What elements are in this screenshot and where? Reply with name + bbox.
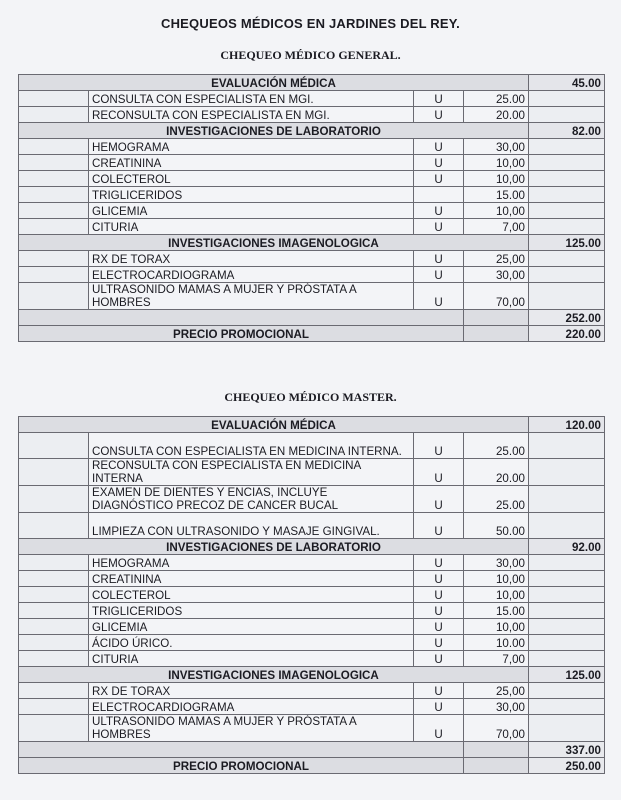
item-unit: U xyxy=(414,619,464,635)
blank-cell xyxy=(19,433,89,459)
promo-row xyxy=(19,326,605,342)
group-name: INVESTIGACIONES DE LABORATORIO xyxy=(19,123,529,139)
item-description: TRIGLICERIDOS xyxy=(89,603,414,619)
blank-cell xyxy=(19,171,89,187)
item-price: 25,00 xyxy=(464,683,529,699)
item-unit: U xyxy=(414,486,464,513)
item-description: CONSULTA CON ESPECIALISTA EN MGI. xyxy=(89,91,414,107)
group-header-row xyxy=(19,667,605,683)
price-table-general xyxy=(18,74,605,342)
table-row xyxy=(19,699,605,715)
blank-cell xyxy=(19,283,89,310)
item-price: 50.00 xyxy=(464,513,529,539)
item-price: 30,00 xyxy=(464,555,529,571)
table-row xyxy=(19,107,605,123)
item-unit: U xyxy=(414,683,464,699)
promo-label: PRECIO PROMOCIONAL xyxy=(19,758,464,774)
item-description: ULTRASONIDO MAMAS A MUJER Y PRÓSTATA A HOMBRES xyxy=(89,283,414,310)
blank-cell xyxy=(529,513,605,539)
table-row xyxy=(19,187,605,203)
blank-cell xyxy=(529,187,605,203)
blank-cell xyxy=(19,107,89,123)
item-description: COLECTEROL xyxy=(89,171,414,187)
item-unit: U xyxy=(414,219,464,235)
item-description: GLICEMIA xyxy=(89,203,414,219)
table-row xyxy=(19,715,605,742)
item-unit: U xyxy=(414,267,464,283)
item-price: 20.00 xyxy=(464,107,529,123)
item-description: ELECTROCARDIOGRAMA xyxy=(89,267,414,283)
group-name: INVESTIGACIONES DE LABORATORIO xyxy=(19,539,529,555)
item-description: EXAMEN DE DIENTES Y ENCIAS, INCLUYE DIAGNÓSTICO PRECOZ DE CANCER BUCAL xyxy=(89,486,414,513)
item-unit: U xyxy=(414,635,464,651)
blank-cell xyxy=(19,619,89,635)
item-price: 7,00 xyxy=(464,651,529,667)
blank-cell xyxy=(464,310,529,326)
blank-cell xyxy=(464,326,529,342)
item-unit: U xyxy=(414,571,464,587)
blank-cell xyxy=(19,310,464,326)
item-price: 25.00 xyxy=(464,91,529,107)
price-table-master xyxy=(18,416,605,774)
table-row xyxy=(19,251,605,267)
group-name: INVESTIGACIONES IMAGENOLOGICA xyxy=(19,235,529,251)
blank-cell xyxy=(529,715,605,742)
item-unit: U xyxy=(414,91,464,107)
blank-cell xyxy=(529,107,605,123)
blank-cell xyxy=(19,635,89,651)
item-description: CREATININA xyxy=(89,155,414,171)
blank-cell xyxy=(529,139,605,155)
blank-cell xyxy=(529,683,605,699)
section-title-master: CHEQUEO MÉDICO MASTER. xyxy=(224,390,397,404)
item-unit: U xyxy=(414,459,464,486)
blank-cell xyxy=(529,571,605,587)
table-row xyxy=(19,486,605,513)
item-price: 25.00 xyxy=(464,486,529,513)
item-price: 10,00 xyxy=(464,155,529,171)
table-row xyxy=(19,139,605,155)
group-name: EVALUACIÓN MÉDICA xyxy=(19,417,529,433)
table-row xyxy=(19,555,605,571)
item-unit: U xyxy=(414,651,464,667)
total-row xyxy=(19,310,605,326)
blank-cell xyxy=(529,155,605,171)
blank-cell xyxy=(19,486,89,513)
section-title-general: CHEQUEO MÉDICO GENERAL. xyxy=(220,48,401,62)
blank-cell xyxy=(19,699,89,715)
table-row xyxy=(19,203,605,219)
blank-cell xyxy=(19,155,89,171)
table-row xyxy=(19,651,605,667)
blank-cell xyxy=(19,459,89,486)
item-price: 20.00 xyxy=(464,459,529,486)
blank-cell xyxy=(529,251,605,267)
item-price: 10,00 xyxy=(464,171,529,187)
item-unit: U xyxy=(414,715,464,742)
blank-cell xyxy=(529,283,605,310)
item-price: 10,00 xyxy=(464,619,529,635)
promo-price: 220.00 xyxy=(529,326,605,342)
blank-cell xyxy=(19,251,89,267)
table-row xyxy=(19,267,605,283)
blank-cell xyxy=(19,651,89,667)
total-value: 252.00 xyxy=(529,310,605,326)
item-description: ULTRASONIDO MAMAS A MUJER Y PRÓSTATA A HOMBRES xyxy=(89,715,414,742)
blank-cell xyxy=(529,603,605,619)
blank-cell xyxy=(19,683,89,699)
item-unit: U xyxy=(414,139,464,155)
table-row xyxy=(19,91,605,107)
blank-cell xyxy=(529,171,605,187)
item-unit: U xyxy=(414,433,464,459)
item-unit: U xyxy=(414,587,464,603)
total-value: 337.00 xyxy=(529,742,605,758)
promo-row xyxy=(19,758,605,774)
item-price: 30,00 xyxy=(464,139,529,155)
blank-cell xyxy=(529,619,605,635)
blank-cell xyxy=(529,486,605,513)
item-price: 15.00 xyxy=(464,603,529,619)
group-header-row xyxy=(19,539,605,555)
item-price: 30,00 xyxy=(464,699,529,715)
table-row xyxy=(19,587,605,603)
item-description: GLICEMIA xyxy=(89,619,414,635)
blank-cell xyxy=(19,187,89,203)
table-row xyxy=(19,683,605,699)
item-unit: U xyxy=(414,555,464,571)
group-subtotal: 120.00 xyxy=(529,417,605,433)
blank-cell xyxy=(529,219,605,235)
item-unit: U xyxy=(414,283,464,310)
item-description: RECONSULTA CON ESPECIALISTA EN MGI. xyxy=(89,107,414,123)
group-subtotal: 125.00 xyxy=(529,235,605,251)
blank-cell xyxy=(19,742,464,758)
blank-cell xyxy=(464,758,529,774)
blank-cell xyxy=(529,555,605,571)
table-row xyxy=(19,603,605,619)
blank-cell xyxy=(529,651,605,667)
table-row xyxy=(19,155,605,171)
item-unit: U xyxy=(414,603,464,619)
item-description: COLECTEROL xyxy=(89,587,414,603)
blank-cell xyxy=(529,267,605,283)
item-unit xyxy=(414,187,464,203)
table-row xyxy=(19,459,605,486)
item-description: CITURIA xyxy=(89,651,414,667)
group-subtotal: 125.00 xyxy=(529,667,605,683)
group-header-row xyxy=(19,75,605,91)
blank-cell xyxy=(529,459,605,486)
blank-cell xyxy=(529,635,605,651)
item-unit: U xyxy=(414,251,464,267)
item-unit: U xyxy=(414,107,464,123)
table-row xyxy=(19,433,605,459)
group-header-row xyxy=(19,235,605,251)
item-description: HEMOGRAMA xyxy=(89,139,414,155)
group-name: INVESTIGACIONES IMAGENOLOGICA xyxy=(19,667,529,683)
blank-cell xyxy=(464,742,529,758)
blank-cell xyxy=(19,203,89,219)
document-title: CHEQUEOS MÉDICOS EN JARDINES DEL REY. xyxy=(161,16,460,31)
item-price: 7,00 xyxy=(464,219,529,235)
item-price: 10.00 xyxy=(464,635,529,651)
table-row xyxy=(19,283,605,310)
item-description: ELECTROCARDIOGRAMA xyxy=(89,699,414,715)
item-unit: U xyxy=(414,155,464,171)
item-price: 15.00 xyxy=(464,187,529,203)
item-description: HEMOGRAMA xyxy=(89,555,414,571)
blank-cell xyxy=(19,513,89,539)
blank-cell xyxy=(529,587,605,603)
blank-cell xyxy=(19,587,89,603)
table-row xyxy=(19,219,605,235)
item-unit: U xyxy=(414,513,464,539)
item-price: 25.00 xyxy=(464,433,529,459)
item-price: 10,00 xyxy=(464,587,529,603)
item-description: LIMPIEZA CON ULTRASONIDO Y MASAJE GINGIVAL. xyxy=(89,513,414,539)
item-price: 70,00 xyxy=(464,283,529,310)
table-row xyxy=(19,171,605,187)
blank-cell xyxy=(529,433,605,459)
blank-cell xyxy=(529,203,605,219)
table-row xyxy=(19,571,605,587)
blank-cell xyxy=(19,219,89,235)
group-header-row xyxy=(19,417,605,433)
blank-cell xyxy=(529,699,605,715)
item-price: 25,00 xyxy=(464,251,529,267)
group-subtotal: 92.00 xyxy=(529,539,605,555)
group-name: EVALUACIÓN MÉDICA xyxy=(19,75,529,91)
table-row xyxy=(19,635,605,651)
item-unit: U xyxy=(414,699,464,715)
item-price: 70,00 xyxy=(464,715,529,742)
blank-cell xyxy=(19,555,89,571)
table-row xyxy=(19,619,605,635)
blank-cell xyxy=(19,139,89,155)
item-description: CONSULTA CON ESPECIALISTA EN MEDICINA INTERNA. xyxy=(89,433,414,459)
blank-cell xyxy=(19,571,89,587)
item-description: RX DE TORAX xyxy=(89,683,414,699)
promo-label: PRECIO PROMOCIONAL xyxy=(19,326,464,342)
group-subtotal: 82.00 xyxy=(529,123,605,139)
item-description: TRIGLICERIDOS xyxy=(89,187,414,203)
item-description: RX DE TORAX xyxy=(89,251,414,267)
blank-cell xyxy=(19,715,89,742)
group-subtotal: 45.00 xyxy=(529,75,605,91)
total-row xyxy=(19,742,605,758)
promo-price: 250.00 xyxy=(529,758,605,774)
item-price: 30,00 xyxy=(464,267,529,283)
item-description: CREATININA xyxy=(89,571,414,587)
item-description: ÁCIDO ÚRICO. xyxy=(89,635,414,651)
item-price: 10,00 xyxy=(464,571,529,587)
table-row xyxy=(19,513,605,539)
item-price: 10,00 xyxy=(464,203,529,219)
item-unit: U xyxy=(414,203,464,219)
blank-cell xyxy=(529,91,605,107)
item-unit: U xyxy=(414,171,464,187)
group-header-row xyxy=(19,123,605,139)
item-description: CITURIA xyxy=(89,219,414,235)
item-description: RECONSULTA CON ESPECIALISTA EN MEDICINA INTERNA xyxy=(89,459,414,486)
blank-cell xyxy=(19,267,89,283)
blank-cell xyxy=(19,91,89,107)
blank-cell xyxy=(19,603,89,619)
